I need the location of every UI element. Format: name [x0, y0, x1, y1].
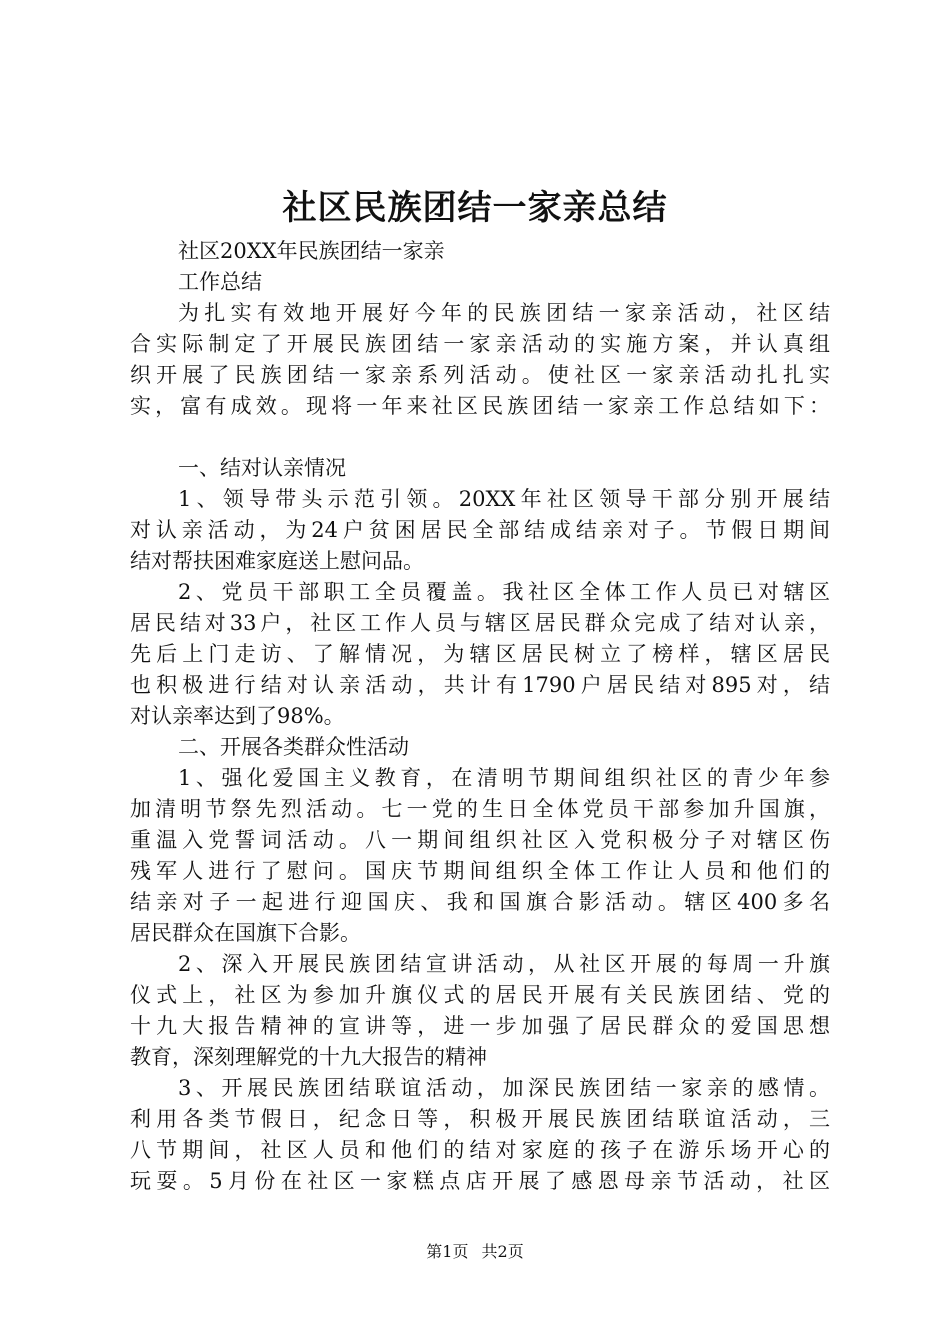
body-line: 2、深入开展民族团结宣讲活动，从社区开展的每周一升旗 [178, 952, 830, 976]
body-line: 居民群众在国旗下合影。 [130, 921, 361, 945]
body-line: 也积极进行结对认亲活动，共计有1790户居民结对895对，结 [130, 673, 830, 697]
body-line: 教育，深刻理解党的十九大报告的精神 [130, 1045, 487, 1069]
page-total: 共2页 [481, 1242, 524, 1261]
body-line: 结亲对子一起进行迎国庆、我和国旗合影活动。辖区400多名 [130, 890, 830, 914]
page-footer [0, 1240, 950, 1264]
body-line: 1、强化爱国主义教育，在清明节期间组织社区的青少年参 [178, 766, 830, 790]
body-line: 重温入党誓词活动。八一期间组织社区入党积极分子对辖区伤 [130, 828, 830, 852]
body-line: 残军人进行了慰问。国庆节期间组织全体工作让人员和他们的 [130, 859, 830, 883]
blank-line [130, 422, 830, 453]
document-title: 社区民族团结一家亲总结 [282, 188, 668, 228]
body-line: 为扎实有效地开展好今年的民族团结一家亲活动，社区结 [178, 301, 830, 325]
body-line: 结对帮扶困难家庭送上慰问品。 [130, 549, 424, 573]
body-line: 2、党员干部职工全员覆盖。我社区全体工作人员已对辖区 [178, 580, 830, 604]
body-line: 实，富有成效。现将一年来社区民族团结一家亲工作总结如下： [130, 394, 830, 418]
body-line: 织开展了民族团结一家亲系列活动。使社区一家亲活动扎扎实 [130, 363, 830, 387]
body-line: 先后上门走访、了解情况，为辖区居民树立了榜样，辖区居民 [130, 642, 830, 666]
page-number: 第1页 [426, 1242, 469, 1261]
body-line: 二、开展各类群众性活动 [178, 735, 409, 759]
body-line: 八节期间，社区人员和他们的结对家庭的孩子在游乐场开心的 [130, 1138, 830, 1162]
body-line: 居民结对33户，社区工作人员与辖区居民群众完成了结对认亲， [130, 611, 830, 635]
body-line: 3、开展民族团结联谊活动，加深民族团结一家亲的感情。 [178, 1076, 830, 1100]
body-line: 玩耍。5月份在社区一家糕点店开展了感恩母亲节活动，社区 [130, 1169, 830, 1193]
body-line: 加清明节祭先烈活动。七一党的生日全体党员干部参加升国旗， [130, 797, 830, 821]
body-line: 仪式上，社区为参加升旗仪式的居民开展有关民族团结、党的 [130, 983, 830, 1007]
document-body [130, 236, 830, 1197]
body-line: 1、领导带头示范引领。20XX年社区领导干部分别开展结 [178, 487, 830, 511]
body-line: 利用各类节假日，纪念日等，积极开展民族团结联谊活动，三 [130, 1107, 830, 1131]
body-line: 合实际制定了开展民族团结一家亲活动的实施方案，并认真组 [130, 332, 830, 356]
body-line: 社区20XX年民族团结一家亲 [178, 239, 445, 263]
body-line: 十九大报告精神的宣讲等，进一步加强了居民群众的爱国思想 [130, 1014, 830, 1038]
body-line: 对认亲率达到了98%。 [130, 704, 345, 728]
body-line: 工作总结 [178, 270, 262, 294]
body-line: 一、结对认亲情况 [178, 456, 346, 480]
body-line: 对认亲活动，为24户贫困居民全部结成结亲对子。节假日期间 [130, 518, 830, 542]
